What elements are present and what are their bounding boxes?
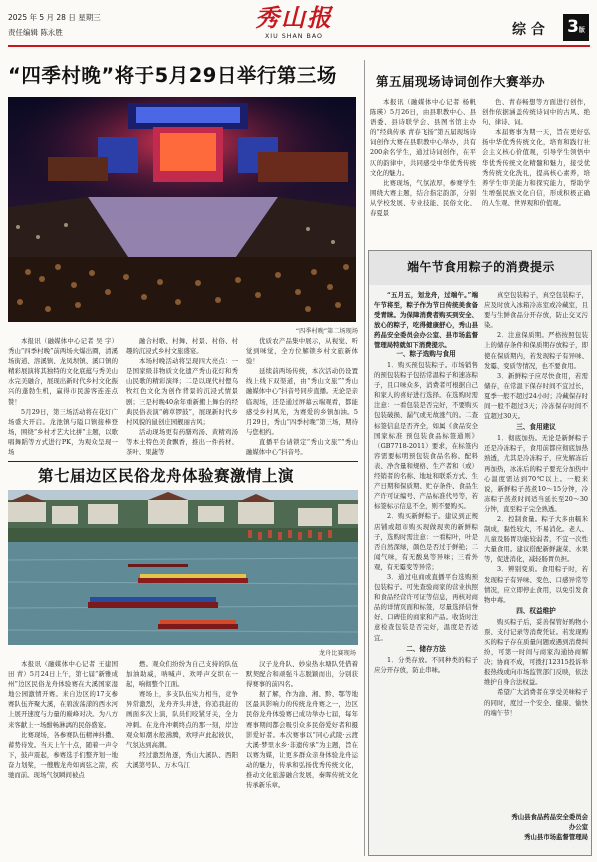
logo-pinyin: XIU SHAN BAO [264,33,323,40]
article4-para: 1．彻底加热。无论是新鲜粽子还是冷冻粽子，食用前都应彻底加热熟透，尤其是冷冻粽子，应先解冻后再加热，冰冻后的粽子要充分加热中心温度需达到70℃以上。一般来说，新鲜粽子蒸煮10～15分钟，冷冻粽子蒸煮时间适当延长至20～30分钟，直至粽子完全熟透。 [484,434,588,513]
dragon-boat-photo [8,490,358,645]
responsible-editor: 责任编辑 陈永胜 [8,28,63,37]
article4-para: 3．通过电商或直播平台选购预包装粽子。可先查验商家的营业执照和食品经营许可证等信息，再核对商品的详情页面和标签，尽量选择信誉好、口碑佳的商家和产品。收货时注意检查包装是否完好，温度是否适宜。 [374,572,478,642]
article1-col3 [246,336,358,457]
article4-col1 [374,348,478,675]
article4-col1-body [374,360,478,643]
page-number: 3 [567,17,579,37]
river-race-illustration [8,490,358,645]
article1-para: 本报讯（融媒体中心记者 吴 宇）秀山“四季村晚”前两场火爆出圈，清溪场街道、溶溪镇、龙凤坝镇、溪口镇的精彩展演将其独特的文化底蕴与秀美山水完美融合，展现出新时代乡村文化振兴的蓬勃生机，赢得市民游客连连点赞！ [8,337,118,406]
article1-para: 直播平台请锁定“秀山文旅”“秀山融媒体中心”抖音号。 [246,437,358,457]
article4-para: 2．购买新鲜粽子。建议到正规店铺或超市购买现做现卖的新鲜粽子，选购时需注意：一看粽叶，叶是否自然深绿，颜色是否过于鲜艳；二闻气味，有无酸臭等异味；三看外观，有无霉变等异常； [374,512,478,571]
article4-col2c-body [484,617,588,718]
article4-para: 希望广大消费者在享受美味粽子的同时，度过一个安全、健康、愉快的端午节！ [484,688,588,717]
article4-col2 [484,290,588,718]
page-number-badge [563,14,589,41]
article4-intro [374,290,478,351]
signature-line: 秀山县食品药品安全委员会 [511,813,588,821]
article2-para: 燃。观众们纷纷为自己支持的队伍加油助威，呐喊声、欢呼声交织在一起，响彻整个江面。 [126,660,238,689]
article3-para: 色、青春畅想等方面进行创作，创作依据涵盖传统诗词中的古风、绝句、律诗、词。 [482,98,590,127]
article4-para: 1．购买预包装粽子。市场销售的预包装粽子包括常温粽子和速冻粽子，且口味众多，消费者可根据自己和家人的喜好进行选择。在选购时需注意：一看包装是否完好，不要购买包装破损、漏气或无故涨气的。二查标签信息是否齐全，如属《食品安全国家标准 预包装食品标签通则》（GB7718-2011）要求，在标签内容需要标明预包装食品名称、配料表、净含量和规格、生产者和（或）经销者的名称、地址和联系方式、生产日期和保质期、贮存条件、食品生产许可证编号、产品标准代号等，若标签标示信息不全，则不要购买。 [374,361,478,511]
article2-col2 [126,659,238,770]
article4-para: 2．控制食量。粽子大多由糯米制成，黏性较大，不易消化。老人、儿童及肠胃功能较弱者，不宜一次性大量食用。建议搭配新鲜蔬菜、水果等，促进消化，减轻肠胃负担。 [484,514,588,564]
article3-col1 [370,97,476,218]
signature-line: 秀山县市场监督管理局 [524,833,588,841]
article1-para: 融合村歌、村舞、村景、村俗、村趣的沉浸式乡村文旅盛宴。 [126,337,238,356]
article4-para: 真空包装粽子，真空包装粽子，应及时放入冰箱冷冻室或冷藏室，且要与生鲜食品分开存放，防止交叉污染。 [484,291,588,330]
article2-col1 [8,659,118,780]
article2-para: 比赛现场，各参赛队伍精神抖擞、蓄势待发。当天上午十点，随着一声令下，鼓声震起，参赛选手们整齐划一地奋力划桨，一艘艘龙舟如离弦之箭，疾驰而前。现场气氛瞬间被点 [8,730,118,780]
article2-photo-caption: 龙舟比赛现场 [318,650,356,657]
village-gala-photo [8,97,356,322]
article2-para: 汉子龙舟队、妙泉热水塘队凭借着默契配合和顽强斗志脱颖而出，分别获得赛事的前四名。 [246,660,358,689]
article4-intro-para: “五月五，划龙舟，过端午。”端午节将至，粽子作为节日传统美食备受青睐。为保障消费者购买到安全、放心的粽子，吃得健康舒心，秀山县药品安全委员会办公室、县市场监督管理局特就如下消费提示。 [374,291,478,350]
notice-signature [484,812,588,842]
section-title: 一、粽子选购与食用 [396,350,456,358]
section-title: 二、储存方法 [406,644,446,653]
article3-para: 本报讯（融媒体中心记者 杨帆 陈瑛）5月26日，由县职教中心、县语委、县诗联学会、县图书馆主办的“经典传承 青春飞扬”第五届现场诗词创作大赛在县职教中心举办，共有200余名学生，通过诗词创作，在平仄的韵律中，共同感受中华优秀传统文化的魅力。 [370,98,476,177]
article4-para: 3．辨别变质。食用粽子时，若发现粽子有异味、变色、口感异常等情况，应立即停止食用，以免引发食物中毒。 [484,565,588,604]
article4-para: 购买粽子后，妥善保管好购物小票、支付记录等消费凭证。若发现购买的粽子存在质量问题或遇到消费纠纷，可第一时间与商家沟通协商解决；协商不成，可拨打12315投诉举报热线或向市场监管部门反映，依法维护自身合法权益。 [484,617,588,687]
article4-col1-tail [374,655,478,675]
article2-para: 赛场上，多支队伍实力相当，竞争异常激烈，龙舟齐头并进，你追我赶的画面多次上演，队员们咬紧牙关，全力冲刺。在龙舟冲刺终点的那一刻，岸边观众如潮水般沸腾，欢呼声此起彼伏，气氛达到高潮。 [126,690,238,749]
article1-photo-caption: “四季村晚”第二场现场 [295,328,358,335]
article3-para: 本届赛事为期一天，旨在更好弘扬中华优秀传统文化，培育和践行社会主义核心价值观，引导学生领悟中华优秀传统文化精髓和魅力，接受优秀传统文化洗礼，提高核心素养，培养学生审美能力和探究能力，帮助学生增强民族文化自信，形成积极正确的人生观、世界观和价值观。 [482,128,590,207]
article2-para: 据了解，作为渝、湘、黔、鄂等地区最具影响力的传统龙舟赛之一，边区民俗龙舟体验赛已成功举办七届，每年赛事期间都会吸引众多民俗爱好者和摄影爱好者。本次赛事以“同心武陵·云渡大溪·梦里水乡·非遗传承”为主题，旨在以赛为媒，让更多群众亲身体验龙舟运动的魅力，传承和弘扬优秀传统文化，推动文化旅游融合发展，秦晖传统文化传承新乐章。 [246,690,358,790]
article1-para: 延续前两场传统，本次活动仍设置线上线下双渠道，由“秀山文旅”“秀山融媒体中心”抖音号同步直播。无论是亲临现场，还是通过屏幕云端观看，都能感受乡村风光，为赛爱的乡镇加油。5月29日，秀山“四季村晚”第三场，期待与您相约。 [246,367,358,436]
article2-para: 本报讯（融媒体中心记者 王建国 田 青）5月24日上午，第七届“新雅成州”边区民俗龙舟体验赛在大溪国家湿地公园激情开赛。来自边区的17支参赛队伍齐聚大溪，在碧波荡漾的西水河上展开速度与力量的巅峰对决。为八方来客献上一场酣畅淋漓的民俗盛宴。 [8,660,118,729]
newspaper-logo [253,4,335,38]
column-separator [364,60,365,856]
article1-col2 [126,336,238,457]
article3-col2 [482,97,590,208]
stage-crowd-illustration [8,97,356,322]
article1-headline: “四季村晚”将于5月29日举行第三场 [8,64,337,87]
article3-headline: 第五届现场诗词创作大赛举办 [376,74,546,89]
issue-date: 2025 年 5 月 28 日 星期三 [8,13,101,22]
signature-line: 办公室 [568,823,588,831]
article1-para: 5月29日，第三场活动将在花灯广场盛大开启。龙池镇与隘口镇接棒登场，围绕“乡村才艺大比拼”主题，以歌唱舞蹈等方式进行PK，为观众呈现一场 [8,407,118,457]
article2-para: 经过激烈角逐，秀山大溪队、西阳大溪第号队、万木乌江 [126,750,238,769]
logo-calligraphy: 秀山报 [255,3,333,32]
article4-para: 2．注意保质期。严格按照包装上的储存条件和保质期存放粽子，即使在保质期内，若发现粽子有异味、发霉、变质等情况，也不要食用。 [484,331,588,370]
article4-col2b-body [484,433,588,605]
article4-col2-body [484,290,588,421]
masthead-rule [8,45,590,47]
article1-para: 本场村晚活动将呈现四大亮点：一是国家级非物质文化遗产秀山花灯和秀山民歌的精彩演绎；二是以现代村俚乌牧红色文化为创作背景的沉浸式情景剧；三是村晚40余年重新搬上舞台的经典民俗表演“薅草锣鼓”，展现新时代乡村风貌的鼠创庄园靓丽古风； [126,357,238,426]
article3-para: 比赛现场，气氛浓厚，参赛学生围绕大赛主题，结合指定韵部，分别从学校发展、专业技能、民俗文化、春夏景 [370,178,476,218]
article-divider [8,461,358,462]
section-title: 四、权益维护 [516,606,556,615]
section-title: 三、食用建议 [516,423,556,432]
article4-headline: 端午节食用粽子的消费提示 [407,260,555,274]
article1-col1 [8,336,118,457]
article4-para: 3．新鲜粽子应尽快食用，若需储存，在常温下保存时间不宜过长，夏季一般不超过24小时；冷藏保存时间一般不超过3天；冷冻保存时间不宜超过30天。 [484,371,588,421]
article2-headline: 第七届边区民俗龙舟体验赛激情上演 [38,467,295,485]
article1-para: 优质农产品集中展示，从视觉、听觉到味觉，全方位解锁乡村文旅新体验！ [246,337,358,366]
article4-para: 1．分类存放。不同种类的粽子应分开存放，防止串味。 [374,655,478,674]
page-suffix: 版 [578,27,585,34]
article2-col3 [246,659,358,790]
article1-para: 活动现场更有药膳鸡汤、黄精鸡汤等本土特色美食飘香，推出一件药材、茶叶、果蔬等 [126,427,238,457]
section-label: 综 合 [512,22,545,38]
